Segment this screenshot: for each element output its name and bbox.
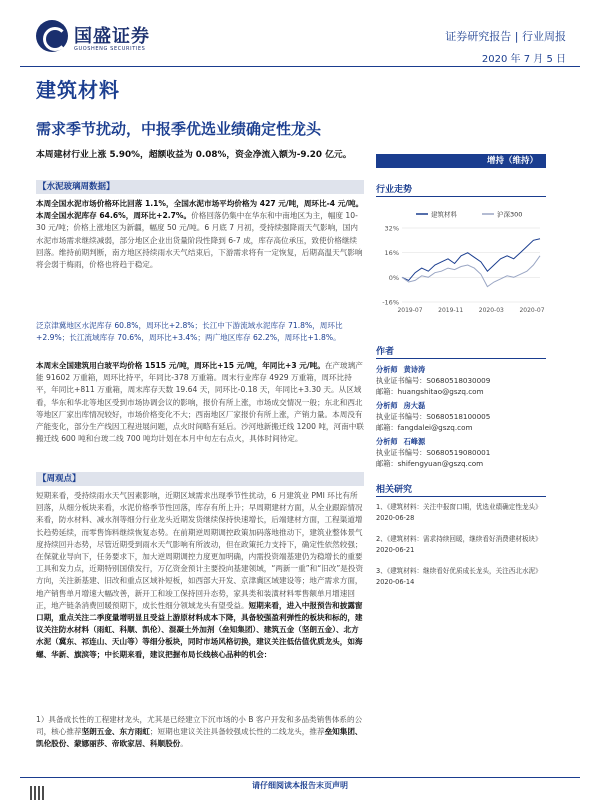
x-tick-label: 2019-11 (438, 307, 464, 314)
analyst-email[interactable]: 邮箱：shifengyuan@gszq.com (376, 459, 484, 468)
longterm-paragraph (36, 714, 364, 751)
y-tick-label: -16% (382, 298, 399, 307)
glass-paragraph (36, 360, 364, 445)
legend-label: 沪深300 (497, 210, 523, 219)
author-title: 作者 (376, 347, 395, 357)
y-tick-label: 32% (384, 224, 399, 233)
section-label-view: 【周观点】 (36, 472, 364, 486)
related-report-title[interactable]: 3、《建筑材料：继续看好优质成长龙头，关注西北水泥》 (376, 567, 542, 575)
legend-label: 建筑材料 (431, 210, 457, 219)
glass-key-facts: 本周末全国建筑用白玻平均价格 1515 元/吨，周环比+15 元/吨，年同比+3 元/吨。 (36, 361, 325, 370)
cement-key-facts: 本周全国水泥市场价格环比回落 1.1%，全国水泥市场平均价格为 427 元/吨，周环比-4 元/吨。本周全国水泥库存 64.6%，周环比+2.7%。 (36, 199, 364, 221)
chart-series (402, 239, 540, 287)
related-report-1[interactable] (376, 502, 546, 523)
analyst-name: 黄诗涛 (403, 365, 426, 374)
series-line-1 (402, 256, 540, 287)
glass-detail: 在产玻璃产能 91602 万重箱，周环比持平，年同比-378 万重箱。周末行业库存 4929 万重箱，周环比持平，年同比+811 万重箱，周末库存天数 19.64 天，同环比-0.18 天，年同比+3.30 天。从区域看，华东和华北等地区受到市场协调会议的影响，报价有所上涨，市场成交情况一般；东北和西北等地区厂家出库情况较好，市场价格变化不大；西南地区厂家报价有所上涨，产销力量。本周没有产能变化，部分生产线因工程进展问题，点火时间略有延后。沙河地新搬迁线 1200 吨，河南中联搬迁线 600 吨和台玻二线 700 吨均计划在本月中旬左右点火，具体时间待定。 (36, 361, 364, 444)
author-divider (376, 358, 546, 359)
footer-divider (20, 777, 580, 778)
secondary-picks: 垒知集团、凯伦股份、蒙娜丽莎、帝欧家居、科顺股份 (36, 727, 363, 749)
related-report-2[interactable] (376, 534, 546, 555)
related-report-date: 2020-06-21 (376, 545, 415, 554)
footer-disclaimer: 请仔细阅读本报告末页声明 (252, 781, 348, 790)
analyst-role: 分析师 (376, 437, 398, 446)
related-report-3[interactable] (376, 566, 546, 587)
related-report-title[interactable]: 1、《建筑材料：关注中报窗口期，优选业绩确定性龙头》 (376, 503, 542, 511)
series-line-0 (402, 239, 540, 281)
chart-grid (402, 228, 540, 302)
analyst-block-3 (376, 436, 490, 469)
report-type: 证券研究报告 | 行业周报 (445, 30, 566, 43)
report-date: 2020 年 7 月 5 日 (481, 54, 566, 65)
trend-title: 行业走势 (376, 185, 413, 195)
industry-trend-chart (376, 206, 546, 318)
logo-name-en: GUOSHENG SECURITIES (74, 46, 146, 52)
view-paragraph (36, 490, 364, 661)
core-picks: 坚朗五金、东方雨虹 (81, 727, 150, 737)
x-tick-label: 2019-07 (397, 307, 423, 314)
chart-legend (416, 210, 522, 219)
cement-paragraph (36, 198, 364, 271)
inventory-paragraph: 泛京津冀地区水泥库存 60.8%，周环比+2.8%；长江中下游流域水泥库存 71.8%，周环比+2.9%；长江流域库存 70.6%，周环比+3.4%；两广地区库存 62.2%，周环比+1.8%。 (36, 321, 343, 343)
chart-y-ticks (382, 225, 399, 307)
related-report-title[interactable]: 2、《建筑材料：需求持续回暖，继续看好消费建材板块》 (376, 535, 542, 543)
chart-x-ticks (397, 307, 544, 314)
analyst-role: 分析师 (376, 365, 398, 374)
y-tick-label: 16% (384, 249, 399, 258)
related-report-date: 2020-06-28 (376, 513, 415, 522)
analyst-cert: 执业证书编号：S0680518100005 (376, 412, 491, 421)
related-report-date: 2020-06-14 (376, 577, 415, 586)
analyst-email[interactable]: 邮箱：fangdalei@gszq.com (376, 423, 473, 432)
header-divider (20, 66, 580, 67)
analyst-name: 房大磊 (403, 401, 426, 410)
sector-title: 建筑材料 (36, 78, 120, 102)
view-recommendation: 短期来看，进入中报预告和披露窗口期，重点关注二季度量增明显且受益上游原材料成本下降，具备较强盈利弹性的板块和标的，建议关注防水材料（雨虹、科顺、凯伦）、混凝土外加剂（垒知集团）、建筑五金（坚朗五金）、北方水泥（冀东、祁连山、天山等）等细分板块，同时市场风格切换，建议关注低估值优质龙头，如海螺、华新、旗滨等；中长期来看，建议把握布局长线核心品种的机会： (36, 600, 363, 659)
rating-badge: 增持（维持） (376, 154, 546, 168)
weekly-summary: 本周建材行业上涨 5.90%，超额收益为 0.08%，资金净流入额为-9.20 亿元。 (36, 150, 352, 160)
report-headline: 需求季节扰动，中报季优选业绩确定性龙头 (36, 120, 322, 138)
related-divider (376, 496, 546, 497)
logo-name-cn: 国盛证券 (74, 26, 150, 47)
analyst-block-2 (376, 400, 490, 433)
analyst-role: 分析师 (376, 401, 398, 410)
logo-mark-icon (36, 20, 68, 52)
analyst-email[interactable]: 邮箱：huangshitao@gszq.com (376, 387, 484, 396)
analyst-name: 石峰源 (403, 437, 426, 446)
trend-divider (376, 196, 546, 197)
related-title: 相关研究 (376, 485, 413, 495)
x-tick-label: 2020-07 (519, 307, 545, 314)
analyst-block-1 (376, 364, 490, 397)
report-header (20, 12, 580, 68)
section-label-data: 【水泥玻璃周数据】 (36, 180, 364, 194)
longterm-end: 。 (180, 739, 188, 749)
y-tick-label: 0% (388, 273, 399, 282)
cement-detail: 价格回落仍集中在华东和中南地区为主，幅度 10-30 元/吨；价格上涨地区为新疆，幅度 50 元/吨。6 月底 7 月初，受持续强降雨天气影响，国内水泥市场需求继续减弱，部分地区企业出货量阶段性降到 6-7 成，库存高位承压，致使价格继续回落。维持前期判断，南方地区持续雨水天气结束后，下游需求将有一定恢复，后期高温天气影响将会弱于梅雨，价格也将趋于稳定。 (36, 211, 363, 270)
analyst-cert: 执业证书编号：S0680519080001 (376, 448, 491, 457)
x-tick-label: 2020-03 (478, 307, 504, 314)
company-logo (36, 20, 186, 58)
view-text: 短期来看，受持续雨水天气因素影响，近期区域需求出现季节性扰动，6 月建筑业 PMI 环比有所回落，从细分板块来看，水泥价格季节性回落，库存有所上升；早周期建材方面，从全业跟踪情况来看，防水材料、减水剂等细分行业龙头近期发货继续保持快速增长，后端建材方面，工程渠道增长趋势延续，而零售饰料继续恢复态势。在前期逆周期调控政策加码落地推动下，建筑业整体景气度持续回升态势，尽管近期受到雨水天气影响有所波动，但在政策托力支持下，确定性依然较强；在保就业导向下，任务要求下，加大逆周期调控力度更加明确，内需投资端基建仍为稳增长的重要工具和发力点，近期特别国债发行，万亿资金预计主要投向基建领域，“两新一重”和“旧改”是投资方向，关注新基建、旧改和重点区域补短板，如西部大开发、京津冀区域建设等；地产需求方面，地产销售单月增速大幅改善，新开工和竣工保持回升态势，家具类和装潢材料零售额单月增速回正，地产链条消费回暖预期下，成长性细分领域龙头有望受益。 (36, 491, 364, 610)
longterm-lead: 1）具备成长性的工程建材龙头，尤其是已经建立下沉市场的小 B 客户开发和多品类销售体系的公司，核心推荐 (36, 715, 363, 737)
analyst-cert: 执业证书编号：S0680518030009 (376, 376, 491, 385)
longterm-mid: ；短期也建议关注具备较强成长性的二线龙头，推荐 (149, 727, 325, 737)
